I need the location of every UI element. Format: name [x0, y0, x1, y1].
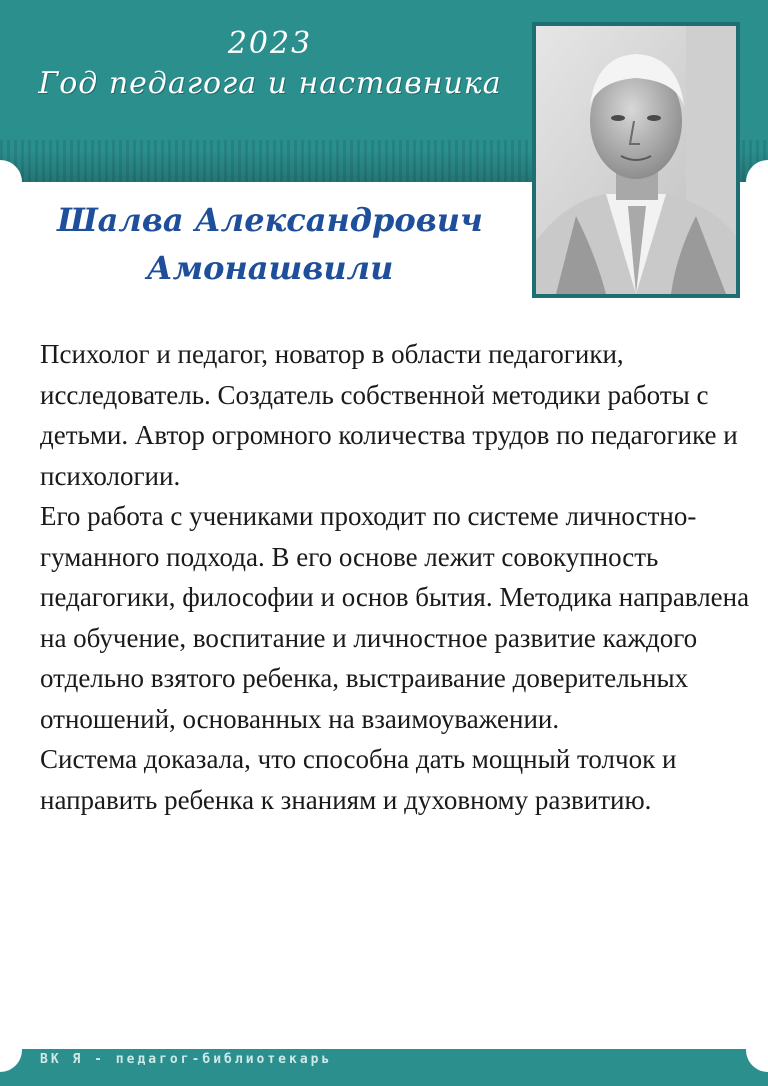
person-name-line-2: Амонашвили — [146, 249, 394, 287]
person-name — [30, 196, 510, 292]
biography-text — [40, 334, 752, 820]
biography-paragraph-3: Система доказала, что способна дать мощный толчок и направить ребенка к знаниям и духовному развитию. — [40, 744, 677, 815]
footer-credit: ВК Я - педагог-библиотекарь — [40, 1052, 333, 1067]
header-year: 2023 — [227, 26, 313, 61]
biography-paragraph-2: Его работа с учениками проходит по системе личностно-гуманного подхода. В его основе лежит совокупность педагогики, философии и основ бытия. Методика направлена на обучение, воспитание и личностное развитие каждого отдельно взятого ребенка, выстраивание доверительных отношений, основанных на взаимоуважении. — [40, 501, 750, 734]
portrait-photo — [532, 22, 740, 298]
biography-paragraph-1: Психолог и педагог, новатор в области педагогики, исследователь. Создатель собственной методики работы с детьми. Автор огромного количества трудов по педагогике и психологии. — [40, 339, 738, 491]
person-name-line-1: Шалва Александрович — [57, 201, 483, 239]
portrait-photo-icon — [536, 26, 736, 294]
header-title: Год педагога и наставника — [38, 66, 502, 101]
